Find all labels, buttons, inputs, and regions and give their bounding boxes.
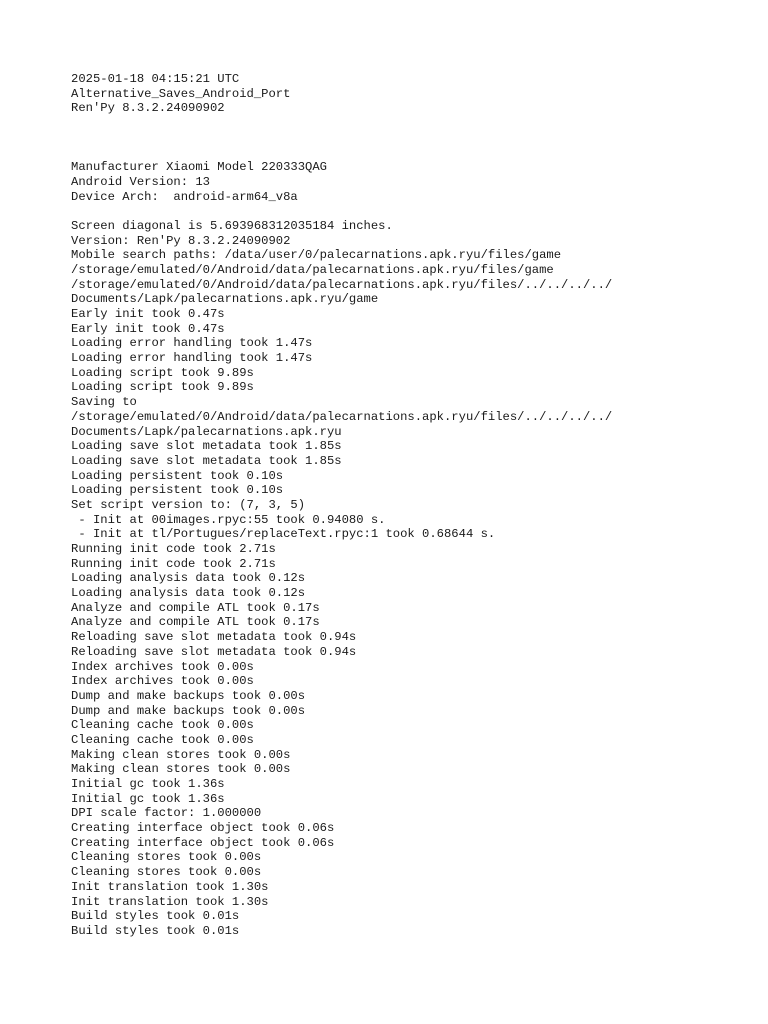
device-line: Device Arch: android-arm64_v8a: [71, 189, 298, 204]
log-line: Loading save slot metadata took 1.85s: [71, 453, 342, 468]
log-line: Loading script took 9.89s: [71, 365, 254, 380]
log-line: Build styles took 0.01s: [71, 923, 240, 938]
log-line: Dump and make backups took 0.00s: [71, 688, 306, 703]
log-line: Loading error handling took 1.47s: [71, 351, 313, 366]
log-line: Screen diagonal is 5.693968312035184 inches.: [71, 218, 393, 233]
log-line: Loading persistent took 0.10s: [71, 468, 284, 483]
log-line: Early init took 0.47s: [71, 321, 225, 336]
log-line: - Init at 00images.rpyc:55 took 0.94080 s.: [71, 512, 386, 527]
log-line: Creating interface object took 0.06s: [71, 835, 335, 850]
header-line: 2025-01-18 04:15:21 UTC: [71, 72, 240, 86]
log-line: Init translation took 1.30s: [71, 879, 269, 894]
log-line: - Init at tl/Portugues/replaceText.rpyc:1 took 0.68644 s.: [71, 527, 496, 542]
log-line: DPI scale factor: 1.000000: [71, 806, 262, 821]
log-line: Loading analysis data took 0.12s: [71, 571, 306, 586]
device-line: Manufacturer Xiaomi Model 220333QAG: [71, 160, 327, 175]
log-line: Making clean stores took 0.00s: [71, 762, 291, 777]
log-line: Saving to: [71, 395, 137, 410]
spacer: [71, 204, 751, 219]
log-line: Mobile search paths: /data/user/0/palecarnations.apk.ryu/files/game: [71, 248, 562, 263]
log-line: Loading script took 9.89s: [71, 380, 254, 395]
log-line: Loading error handling took 1.47s: [71, 336, 313, 351]
spacer: [71, 116, 751, 160]
log-line: /storage/emulated/0/Android/data/palecarnations.apk.ryu/files/../../../../: [71, 409, 613, 424]
log-line: Loading save slot metadata took 1.85s: [71, 439, 342, 454]
log-line: Dump and make backups took 0.00s: [71, 703, 306, 718]
log-line: Reloading save slot metadata took 0.94s: [71, 644, 357, 659]
header-line: Alternative_Saves_Android_Port: [71, 86, 291, 101]
log-line: Documents/Lapk/palecarnations.apk.ryu/game: [71, 292, 379, 307]
log-line: Version: Ren'Py 8.3.2.24090902: [71, 233, 291, 248]
log-line: Running init code took 2.71s: [71, 556, 276, 571]
log-line: /storage/emulated/0/Android/data/palecarnations.apk.ryu/files/game: [71, 262, 554, 277]
log-line: /storage/emulated/0/Android/data/palecarnations.apk.ryu/files/../../../../: [71, 277, 613, 292]
log-line: Analyze and compile ATL took 0.17s: [71, 600, 320, 615]
log-line: Initial gc took 1.36s: [71, 777, 225, 792]
log-line: Loading analysis data took 0.12s: [71, 586, 306, 601]
device-line: Android Version: 13: [71, 174, 210, 189]
log-line: Documents/Lapk/palecarnations.apk.ryu: [71, 424, 342, 439]
log-line: Cleaning stores took 0.00s: [71, 865, 262, 880]
log-line: Cleaning stores took 0.00s: [71, 850, 262, 865]
log-header: [71, 72, 751, 116]
log-line: Analyze and compile ATL took 0.17s: [71, 615, 320, 630]
log-line: Loading persistent took 0.10s: [71, 483, 284, 498]
log-document: [71, 72, 751, 939]
log-line: Running init code took 2.71s: [71, 542, 276, 557]
log-body: [71, 219, 751, 939]
log-line: Index archives took 0.00s: [71, 674, 254, 689]
device-info: [71, 160, 751, 204]
log-line: Set script version to: (7, 3, 5): [71, 497, 306, 512]
log-line: Build styles took 0.01s: [71, 909, 240, 924]
log-line: Cleaning cache took 0.00s: [71, 732, 254, 747]
log-line: Making clean stores took 0.00s: [71, 747, 291, 762]
log-line: Index archives took 0.00s: [71, 659, 254, 674]
header-line: Ren'Py 8.3.2.24090902: [71, 101, 225, 116]
log-line: Creating interface object took 0.06s: [71, 821, 335, 836]
log-line: Initial gc took 1.36s: [71, 791, 225, 806]
log-line: Cleaning cache took 0.00s: [71, 718, 254, 733]
log-line: Early init took 0.47s: [71, 307, 225, 322]
log-line: Reloading save slot metadata took 0.94s: [71, 630, 357, 645]
log-line: Init translation took 1.30s: [71, 894, 269, 909]
